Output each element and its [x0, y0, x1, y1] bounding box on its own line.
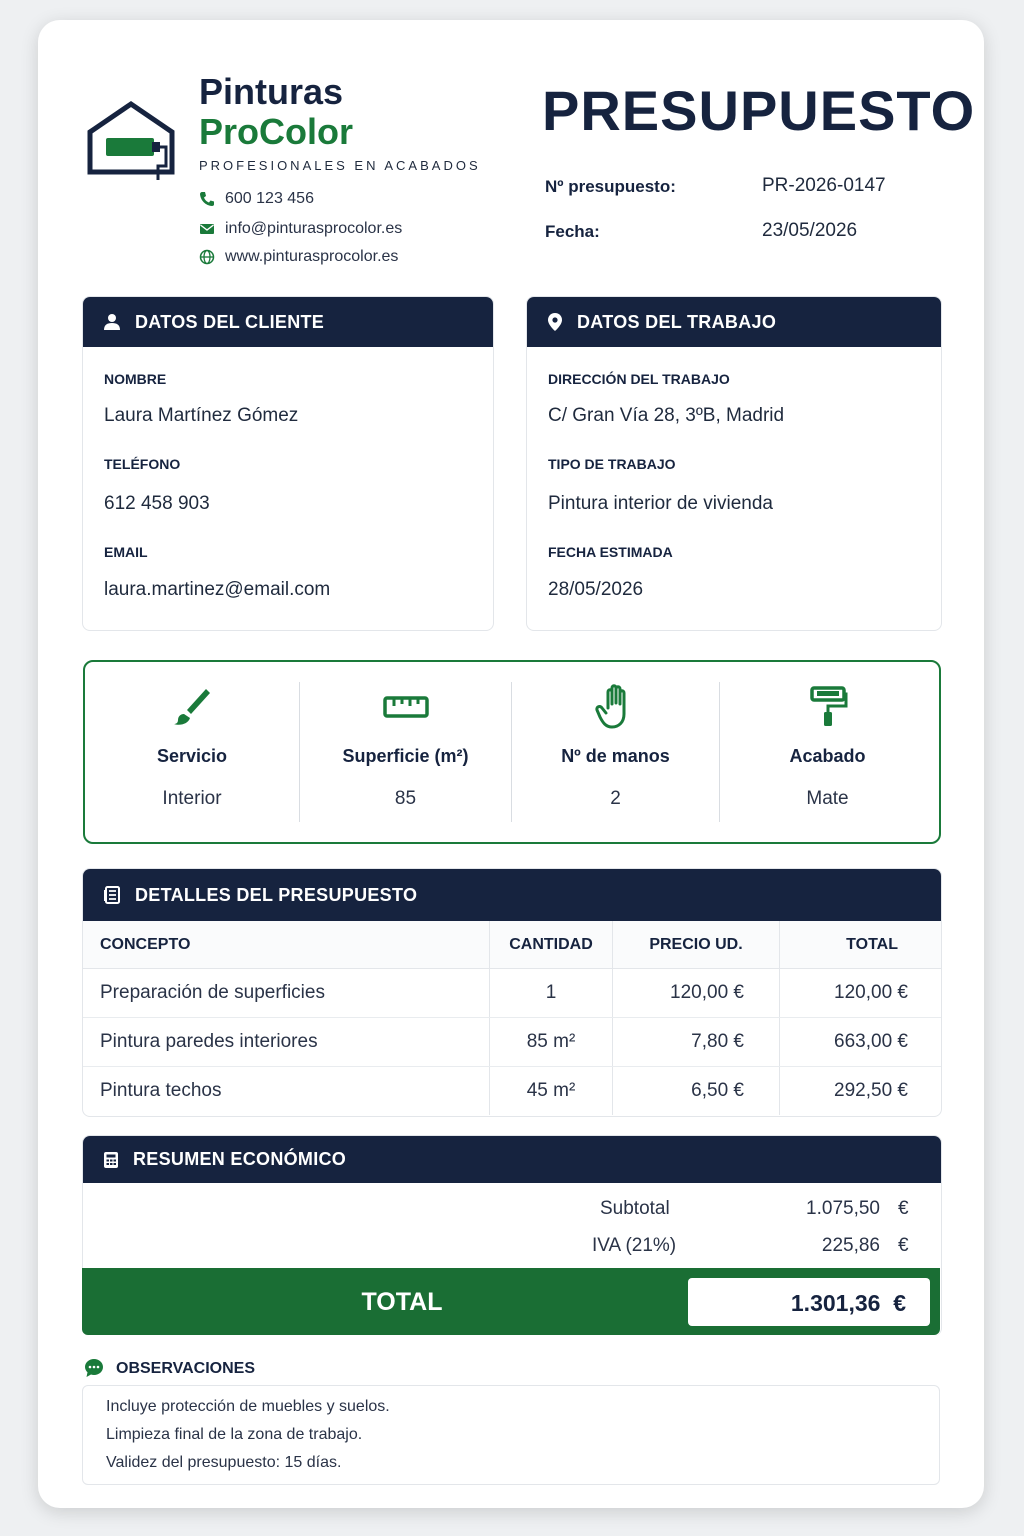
- row-quantity: 85 m²: [490, 1018, 613, 1067]
- company-tagline: PROFESIONALES EN ACABADOS: [199, 158, 481, 173]
- client-phone-label: TELÉFONO: [104, 456, 181, 472]
- stat-value: Mate: [806, 788, 849, 809]
- house-roller-logo-icon: [86, 100, 176, 184]
- company-name-line2: ProColor: [199, 111, 354, 152]
- stat-acabado: [720, 662, 935, 842]
- row-concept: Preparación de superficies: [83, 969, 490, 1018]
- stat-superficie: [300, 662, 511, 842]
- quote-date-label: Fecha:: [545, 222, 600, 241]
- stat-value: 85: [394, 788, 417, 809]
- globe-icon: [199, 249, 215, 265]
- details-card-title: DETALLES DEL PRESUPUESTO: [135, 884, 418, 905]
- job-type: Pintura interior de vivienda: [548, 493, 773, 514]
- col-unit-price: PRECIO UD.: [613, 921, 780, 969]
- job-card-header: [527, 297, 941, 347]
- client-name-label: NOMBRE: [104, 371, 167, 387]
- observation-line: Incluye protección de muebles y suelos.: [106, 1398, 390, 1415]
- job-address-label: DIRECCIÓN DEL TRABAJO: [548, 371, 730, 387]
- company-web-text: www.pinturasprocolor.es: [225, 248, 399, 265]
- client-card-title: DATOS DEL CLIENTE: [135, 311, 325, 332]
- job-date: 28/05/2026: [548, 579, 644, 600]
- observation-line: Limpieza final de la zona de trabajo.: [106, 1426, 363, 1443]
- observation-line: Validez del presupuesto: 15 días.: [106, 1454, 342, 1471]
- stat-value: 2: [610, 788, 621, 809]
- job-card-title: DATOS DEL TRABAJO: [577, 311, 777, 332]
- row-quantity: 1: [490, 969, 613, 1018]
- company-phone-text: 600 123 456: [225, 190, 314, 207]
- envelope-icon: [199, 221, 215, 237]
- total-label: TOTAL: [361, 1288, 443, 1316]
- table-row: [83, 1018, 941, 1067]
- row-total: 663,00 €: [780, 1018, 942, 1067]
- job-address: C/ Gran Vía 28, 3ºB, Madrid: [548, 405, 785, 426]
- col-quantity: CANTIDAD: [490, 921, 613, 969]
- company-name-line1: Pinturas: [199, 71, 344, 112]
- client-card: [82, 296, 494, 631]
- client-email: laura.martinez@email.com: [104, 579, 331, 600]
- job-card: [526, 296, 942, 631]
- client-email-label: EMAIL: [104, 544, 148, 560]
- total-value: 1.301,36 €: [790, 1290, 906, 1316]
- details-table: [83, 921, 941, 1115]
- row-unit-price: 6,50 €: [613, 1067, 780, 1116]
- details-card: [82, 868, 942, 1117]
- observations-title: OBSERVACIONES: [116, 1360, 255, 1377]
- calculator-icon: [103, 1151, 119, 1169]
- subtotal-currency: €: [898, 1198, 909, 1219]
- row-concept: Pintura techos: [83, 1067, 490, 1116]
- paintbrush-icon: [170, 684, 214, 728]
- subtotal-label: Subtotal: [600, 1198, 670, 1219]
- ruler-icon: [382, 684, 430, 728]
- quote-date: 23/05/2026: [762, 220, 858, 241]
- company-web[interactable]: [199, 248, 398, 266]
- iva-value: 225,86: [821, 1235, 880, 1256]
- paint-roller-icon: [808, 684, 848, 730]
- client-name: Laura Martínez Gómez: [104, 405, 299, 426]
- client-phone: 612 458 903: [104, 493, 210, 514]
- table-row: [83, 969, 941, 1018]
- stat-label: Superficie (m²): [342, 746, 469, 766]
- location-pin-icon: [547, 312, 563, 332]
- client-card-header: [83, 297, 493, 347]
- summary-card-title: RESUMEN ECONÓMICO: [133, 1149, 347, 1169]
- row-total: 292,50 €: [834, 1080, 908, 1101]
- summary-card-header: [83, 1136, 941, 1183]
- quote-number-label: Nº presupuesto:: [545, 177, 676, 196]
- row-unit-price: 120,00 €: [613, 969, 780, 1018]
- user-icon: [103, 313, 121, 331]
- phone-icon: [199, 191, 215, 207]
- document-title: PRESUPUESTO: [542, 79, 976, 142]
- stat-label: Servicio: [156, 746, 228, 766]
- quote-number: PR-2026-0147: [762, 175, 886, 196]
- subtotal-value: 1.075,50: [806, 1198, 880, 1219]
- iva-label: IVA (21%): [592, 1235, 677, 1256]
- table-row: [83, 1067, 941, 1116]
- hand-icon: [594, 684, 638, 730]
- total-bar: [82, 1268, 940, 1335]
- table-header-row: [83, 921, 941, 969]
- job-summary-strip: [83, 660, 941, 844]
- stat-label: Acabado: [789, 746, 866, 766]
- company-email-text: info@pinturasprocolor.es: [225, 220, 403, 237]
- details-card-header: [83, 869, 941, 921]
- job-date-label: FECHA ESTIMADA: [548, 544, 673, 560]
- stat-label: Nº de manos: [561, 746, 670, 766]
- row-concept: Pintura paredes interiores: [83, 1018, 490, 1067]
- list-document-icon: [103, 886, 121, 904]
- chat-bubble-icon: [84, 1358, 104, 1378]
- job-type-label: TIPO DE TRABAJO: [548, 456, 676, 472]
- quote-document: [38, 20, 984, 1508]
- col-total: TOTAL: [780, 921, 942, 969]
- total-value-box: [688, 1278, 930, 1326]
- col-concept: CONCEPTO: [83, 921, 490, 969]
- iva-currency: €: [898, 1235, 909, 1256]
- stat-servicio: [85, 662, 299, 842]
- row-quantity: 45 m²: [490, 1067, 613, 1116]
- observations-box: [82, 1385, 940, 1485]
- row-unit-price: 7,80 €: [613, 1018, 780, 1067]
- company-email[interactable]: [199, 220, 402, 238]
- stat-value: Interior: [162, 788, 222, 809]
- stat-manos: [512, 662, 719, 842]
- row-total: 120,00 €: [780, 969, 942, 1018]
- company-phone[interactable]: [199, 190, 314, 208]
